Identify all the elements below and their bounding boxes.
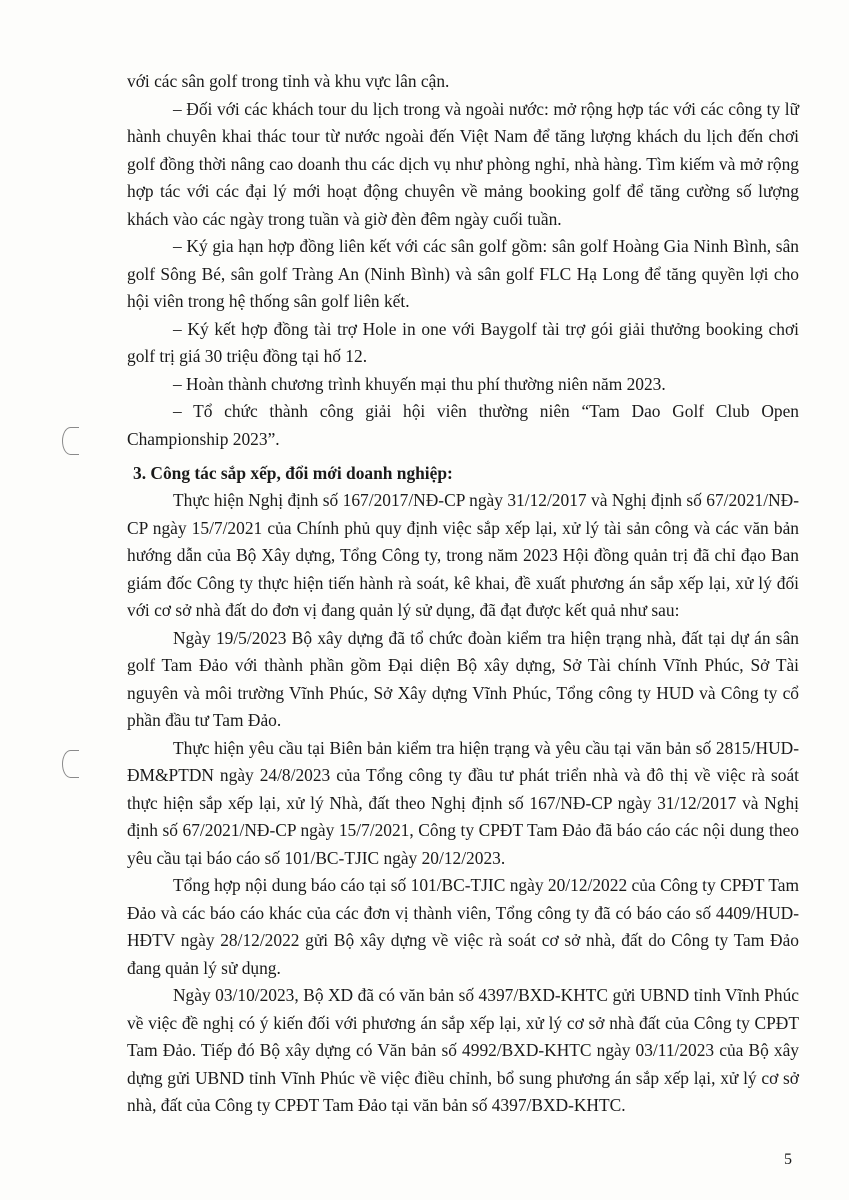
- section-heading: 3. Công tác sắp xếp, đổi mới doanh nghiệp:: [133, 463, 453, 483]
- paragraph: Tổng hợp nội dung báo cáo tại số 101/BC-TJIC ngày 20/12/2022 của Công ty CPĐT Tam Đảo và các báo cáo khác của các đơn vị thành viên, Tổng công ty đã có báo cáo số 4409/HUD-HĐTV ngày 28/12/2022 gửi Bộ xây dựng về việc rà soát cơ sở nhà, đất do Công ty Tam Đảo đang quản lý sử dụng.: [127, 875, 799, 978]
- paragraph: – Tổ chức thành công giải hội viên thường niên “Tam Dao Golf Club Open Championship 2023”.: [127, 401, 799, 449]
- paragraph: Ngày 03/10/2023, Bộ XD đã có văn bản số 4397/BXD-KHTC gửi UBND tỉnh Vĩnh Phúc về việc đề nghị có ý kiến đối với phương án sắp xếp lại, xử lý cơ sở nhà đất của Công ty CPĐT Tam Đảo. Tiếp đó Bộ xây dựng có Văn bản số 4992/BXD-KHTC ngày 03/11/2023 của Bộ xây dựng gửi UBND tỉnh Vĩnh Phúc về việc điều chỉnh, bổ sung phương án sắp xếp lại, xử lý cơ sở nhà, đất của Công ty CPĐT Tam Đảo tại văn bản số 4397/BXD-KHTC.: [127, 985, 799, 1115]
- paragraph: – Đối với các khách tour du lịch trong và ngoài nước: mở rộng hợp tác với các công ty lữ hành chuyên khai thác tour từ nước ngoài đến Việt Nam để tăng lượng khách du lịch đến chơi golf đồng thời nâng cao doanh thu các dịch vụ như phòng nghỉ, nhà hàng. Tìm kiếm và mở rộng hợp tác với các đại lý mới hoạt động chuyên về mảng booking golf để tăng cường số lượng khách vào các ngày trong tuần và giờ đèn đêm ngày cuối tuần.: [127, 98, 799, 229]
- punch-hole-mark: [62, 427, 79, 455]
- paragraph: Thực hiện yêu cầu tại Biên bản kiểm tra hiện trạng và yêu cầu tại văn bản số 2815/HUD-ĐM&PTDN ngày 24/8/2023 của Tổng công ty đầu tư phát triển nhà và đô thị về việc rà soát thực hiện sắp xếp lại, xử lý Nhà, đất theo Nghị định số 167/NĐ-CP ngày 31/12/2017 và Nghị định số 67/2021/NĐ-CP ngày 15/7/2021, Công ty CPĐT Tam Đảo đã báo cáo các nội dung theo yêu cầu tại báo cáo số 101/BC-TJIC ngày 20/12/2023.: [127, 737, 799, 868]
- paragraph: – Ký gia hạn hợp đồng liên kết với các sân golf gồm: sân golf Hoàng Gia Ninh Bình, sân golf Sông Bé, sân golf Tràng An (Ninh Bình) và sân golf FLC Hạ Long để tăng quyền lợi cho hội viên trong hệ thống sân golf liên kết.: [127, 236, 799, 311]
- punch-hole-mark: [62, 750, 79, 778]
- paragraph: Ngày 19/5/2023 Bộ xây dựng đã tổ chức đoàn kiểm tra hiện trạng nhà, đất tại dự án sân golf Tam Đảo với thành phần gồm Đại diện Bộ xây dựng, Sở Tài chính Vĩnh Phúc, Sở Tài nguyên và môi trường Vĩnh Phúc, Sở Xây dựng Vĩnh Phúc, Tổng công ty HUD và Công ty cổ phần đầu tư Tam Đảo.: [127, 627, 799, 730]
- page-number: 5: [784, 1151, 792, 1168]
- paragraph: – Hoàn thành chương trình khuyến mại thu phí thường niên năm 2023.: [173, 373, 666, 394]
- paragraph: – Ký kết hợp đồng tài trợ Hole in one với Baygolf tài trợ gói giải thưởng booking chơi golf trị giá 30 triệu đồng tại hố 12.: [127, 318, 799, 366]
- paragraph: với các sân golf trong tỉnh và khu vực lân cận.: [127, 71, 450, 91]
- body-text-top: [127, 68, 799, 1120]
- paragraph: Thực hiện Nghị định số 167/2017/NĐ-CP ngày 31/12/2017 và Nghị định số 67/2021/NĐ-CP ngày 15/7/2021 của Chính phủ quy định việc sắp xếp lại, xử lý tài sản công và các văn bản hướng dẫn của Bộ Xây dựng, Tổng Công ty, trong năm 2023 Hội đồng quản trị đã chỉ đạo Ban giám đốc Công ty thực hiện tiến hành rà soát, kê khai, đề xuất phương án sắp xếp lại, xử lý đối với cơ sở nhà đất do đơn vị đang quản lý sử dụng, đã đạt được kết quả như sau:: [127, 490, 799, 620]
